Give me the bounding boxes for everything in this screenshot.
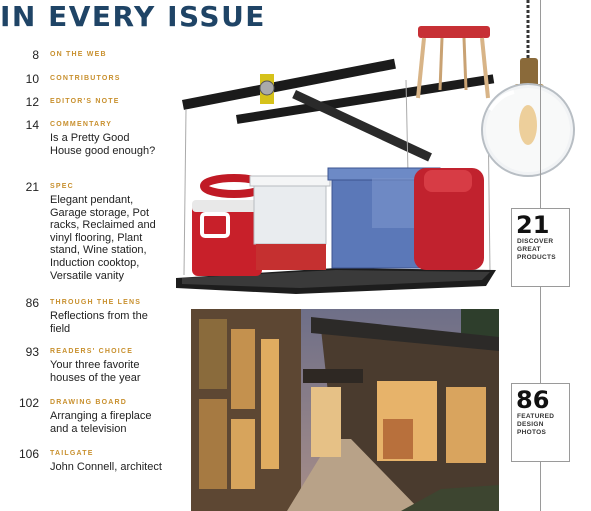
page-number: 86 bbox=[25, 296, 39, 310]
callout-label: PHOTOS bbox=[517, 429, 547, 436]
page-number: 12 bbox=[25, 95, 39, 109]
page-number: 8 bbox=[32, 48, 39, 62]
section-title: CONTRIBUTORS bbox=[50, 75, 121, 82]
section-description: Reflections from the field bbox=[50, 310, 148, 335]
callout-number: 21 bbox=[516, 211, 550, 239]
page-number: 14 bbox=[25, 118, 39, 132]
stool-image bbox=[412, 20, 494, 102]
section-description: Your three favorite houses of the year bbox=[50, 359, 141, 384]
section-description: Is a Pretty Good House good enough? bbox=[50, 132, 156, 157]
section-title: ON THE WEB bbox=[50, 51, 107, 58]
toc-list bbox=[0, 48, 170, 487]
section-description: John Connell, architect bbox=[50, 461, 162, 473]
toc-entry[interactable] bbox=[0, 118, 170, 180]
callout-label: DISCOVER bbox=[517, 238, 554, 245]
toc-entry[interactable] bbox=[0, 95, 170, 118]
section-description: Arranging a fireplace and a television bbox=[50, 410, 152, 435]
callout-label: FEATURED bbox=[517, 413, 555, 420]
callout-label: GREAT bbox=[517, 246, 541, 253]
toc-entry[interactable] bbox=[0, 180, 170, 296]
toc-entry[interactable] bbox=[0, 396, 170, 447]
page-number: 10 bbox=[25, 72, 39, 86]
callout-number: 86 bbox=[516, 386, 550, 414]
page-number: 21 bbox=[25, 180, 39, 194]
toc-entry[interactable] bbox=[0, 296, 170, 345]
page-number: 106 bbox=[18, 447, 39, 461]
callout-label: PRODUCTS bbox=[517, 254, 556, 261]
section-title: DRAWING BOARD bbox=[50, 399, 128, 406]
section-description: Elegant pendant, Garage storage, Pot racks, Reclaimed and vinyl flooring, Plant stand, Wine station, Induction cooktop, Versatile vanity bbox=[50, 194, 156, 282]
page-number: 102 bbox=[18, 396, 39, 410]
section-title: COMMENTARY bbox=[50, 121, 113, 128]
section-title: EDITOR'S NOTE bbox=[50, 98, 120, 105]
toc-entry[interactable] bbox=[0, 447, 170, 487]
callout-featured-photos[interactable] bbox=[511, 383, 570, 462]
section-title: THROUGH THE LENS bbox=[50, 299, 142, 306]
section-title: READERS' CHOICE bbox=[50, 348, 134, 355]
toc-entry[interactable] bbox=[0, 72, 170, 95]
section-title: TAILGATE bbox=[50, 450, 94, 457]
toc-entry[interactable] bbox=[0, 345, 170, 396]
toc-entry[interactable] bbox=[0, 48, 170, 72]
callout-label: DESIGN bbox=[517, 421, 544, 428]
callout-discover-products[interactable] bbox=[511, 208, 570, 287]
house-photo-image bbox=[191, 309, 499, 511]
section-title: SPEC bbox=[50, 183, 74, 190]
page-title: IN EVERY ISSUE bbox=[0, 0, 266, 33]
page-number: 93 bbox=[25, 345, 39, 359]
